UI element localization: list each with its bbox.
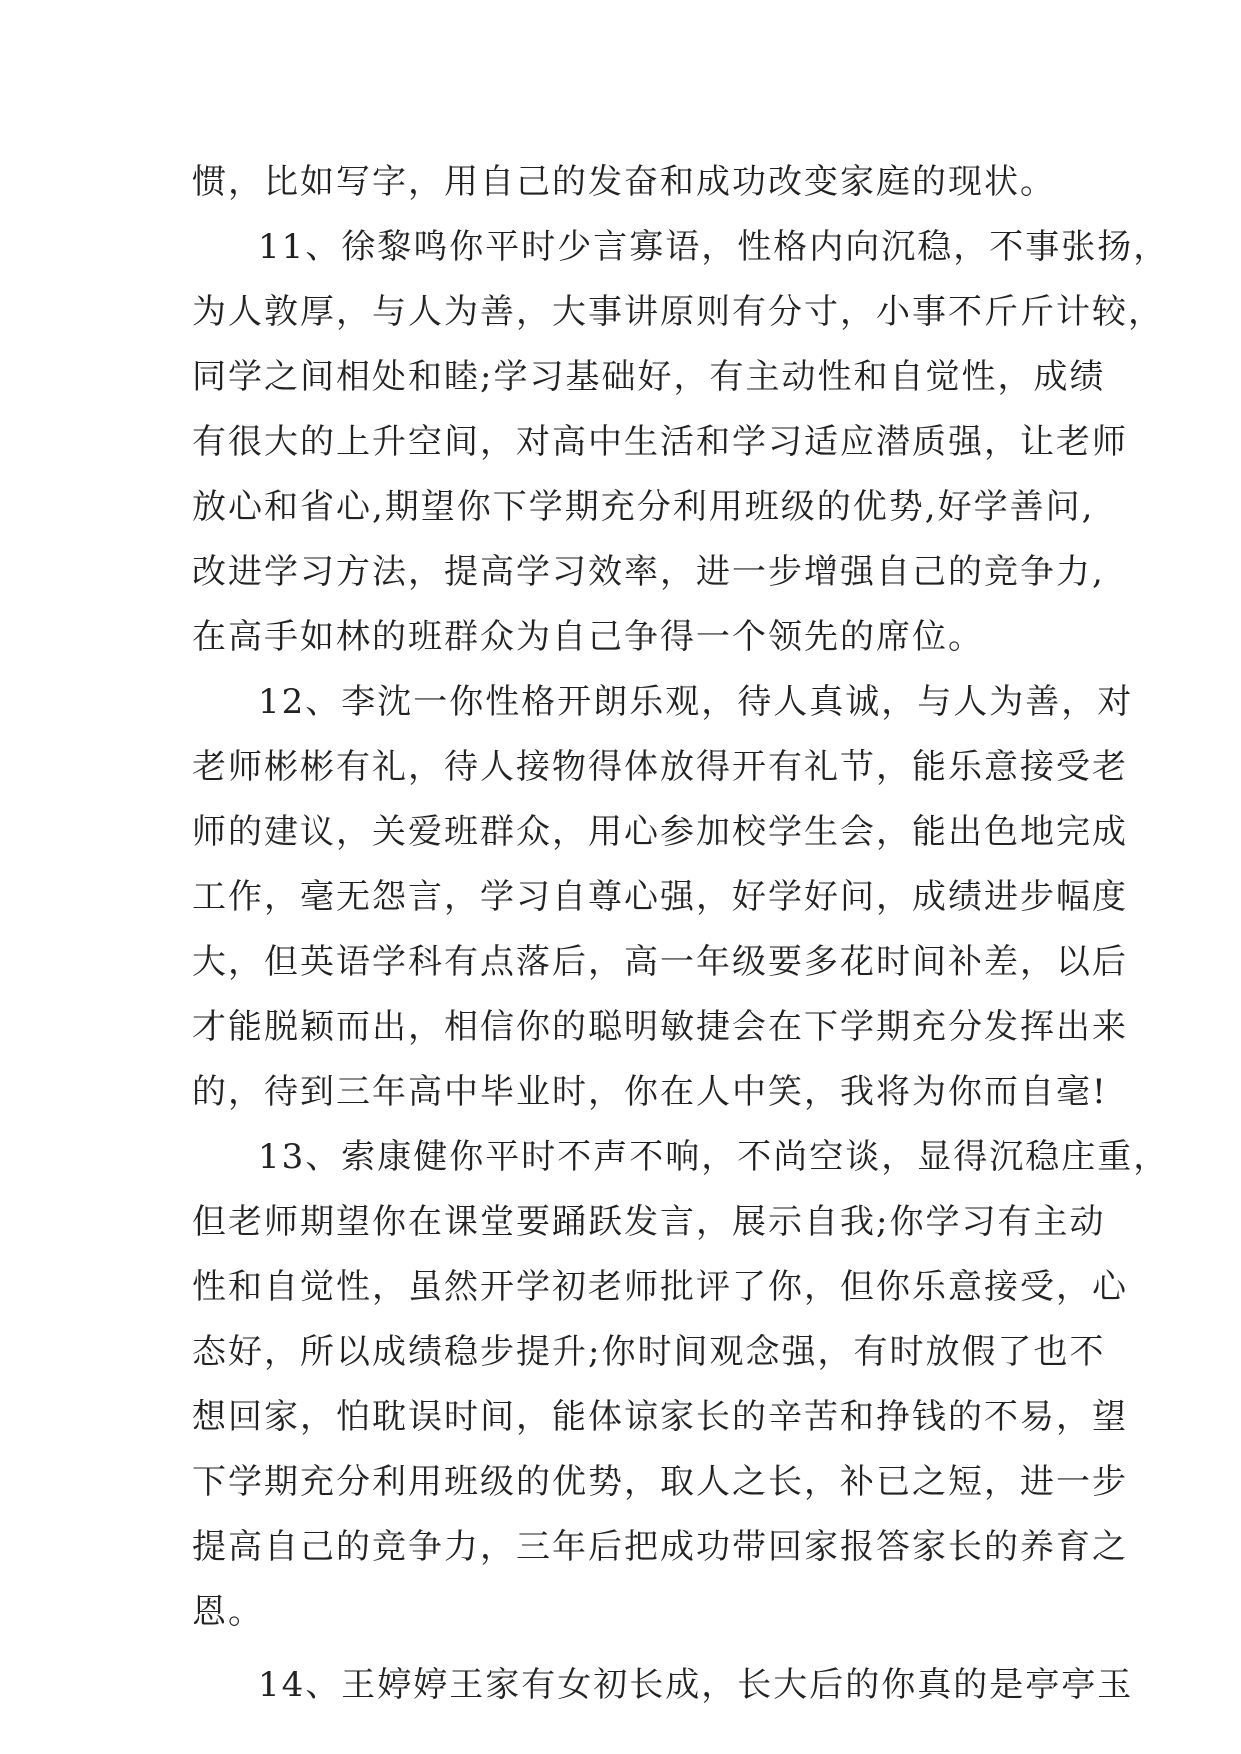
paragraph-13-start: 13、索康健你平时不声不响，不尚空谈，显得沉稳庄重， [258,1137,1170,1177]
text-line: 提高自己的竞争力，三年后把成功带回家报答家长的养育之 [192,1527,1128,1567]
paragraph-12-start: 12、李沈一你性格开朗乐观，待人真诚，与人为善，对 [258,682,1134,722]
text-line: 在高手如林的班群众为自己争得一个领先的席位。 [192,617,984,657]
text-line: 想回家，怕耽误时间，能体谅家长的辛苦和挣钱的不易，望 [192,1397,1128,1437]
text-line: 工作，毫无怨言，学习自尊心强，好学好问，成绩进步幅度 [192,877,1128,917]
text-line: 性和自觉性，虽然开学初老师批评了你，但你乐意接受，心 [192,1267,1128,1307]
text-line: 师的建议，关爱班群众，用心参加校学生会，能出色地完成 [192,812,1128,852]
text-line: 同学之间相处和睦;学习基础好，有主动性和自觉性，成绩 [192,357,1106,397]
text-line: 放心和省心,期望你下学期充分利用班级的优势,好学善问, [192,487,1095,527]
text-line: 但老师期望你在课堂要踊跃发言，展示自我;你学习有主动 [192,1202,1106,1242]
text-line: 改进学习方法，提高学习效率，进一步增强自己的竞争力, [192,552,1105,592]
text-line: 有很大的上升空间，对高中生活和学习适应潜质强，让老师 [192,422,1128,462]
text-line: 老师彬彬有礼，待人接物得体放得开有礼节，能乐意接受老 [192,747,1128,787]
text-line: 才能脱颖而出，相信你的聪明敏捷会在下学期充分发挥出来 [192,1007,1128,1047]
text-line: 惯，比如写字，用自己的发奋和成功改变家庭的现状。 [192,162,1056,202]
text-line: 大，但英语学科有点落后，高一年级要多花时间补差，以后 [192,942,1128,982]
text-line: 下学期充分利用班级的优势，取人之长，补已之短，进一步 [192,1462,1128,1502]
text-line: 态好，所以成绩稳步提升;你时间观念强，有时放假了也不 [192,1332,1106,1372]
text-line: 的，待到三年高中毕业时，你在人中笑，我将为你而自毫! [192,1072,1108,1112]
paragraph-14-start: 14、王婷婷王家有女初长成，长大后的你真的是亭亭玉 [258,1665,1134,1705]
text-line: 恩。 [192,1592,264,1632]
text-line: 为人敦厚，与人为善，大事讲原则有分寸，小事不斤斤计较， [192,292,1164,332]
paragraph-11-start: 11、徐黎鸣你平时少言寡语，性格内向沉稳，不事张扬， [258,227,1170,267]
